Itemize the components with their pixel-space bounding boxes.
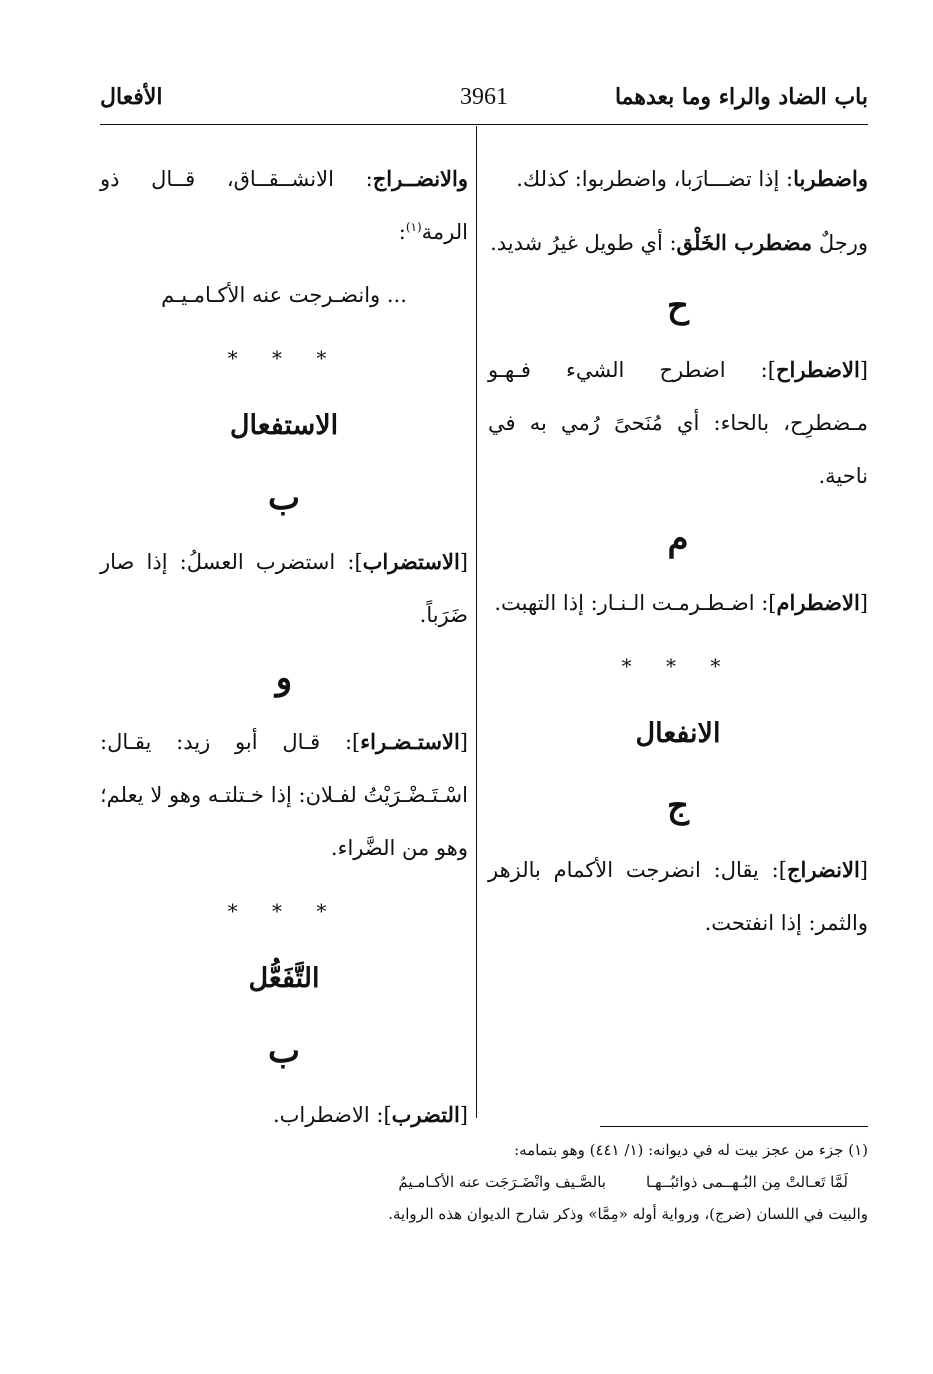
chapter-title: باب الضاد والراء وما بعدهما xyxy=(614,84,868,110)
letter-heading-ba: ب xyxy=(267,478,300,518)
entry-tadarrub: [التضرب]: الاضطراب. xyxy=(272,1102,468,1127)
section-title-infial: الانفعال xyxy=(635,718,721,749)
footnote-ref: (١) xyxy=(405,220,422,234)
page-number: 3961 xyxy=(460,84,508,110)
left-column xyxy=(100,152,468,1152)
entry-istidrab: [الاستضراب]: استضرب العسلُ: إذا صار ضَرَباً. xyxy=(100,549,468,627)
section-title-istifal: الاستفعال xyxy=(229,410,339,441)
entry-indiraj: [الانضراج]: يقال: انضرجت الأكمام بالزهر والثمر: إذا انفتحت. xyxy=(488,857,868,935)
entry-idtaraba: واضطربا: إذا تضـــارَبا، واضطربوا: كذلك. xyxy=(516,166,868,191)
section-separator: * * * xyxy=(227,346,341,370)
verse-second-hemistich: بالصَّـيف وانْضَـرَجَت عنه الأكـامـيمُ xyxy=(398,1173,606,1191)
footnote-verse xyxy=(100,1166,868,1198)
verse-quote: ... وانضـرجت عنه الأكـامـيـم xyxy=(161,283,407,307)
entry-idtiram: [الاضطرام]: اضـطـرمـت الـنـار: إذا التهبت. xyxy=(494,590,868,615)
column-divider xyxy=(476,126,477,1118)
footnote-source: والبيت في اللسان (ضرج)، ورواية أوله «مِمَّا» وذكر شارح الديوان هذه الرواية. xyxy=(388,1205,868,1223)
header-rule xyxy=(100,124,868,125)
letter-heading-ha: ح xyxy=(667,286,689,326)
letter-heading-mim: م xyxy=(667,519,689,559)
section-title-tafaul: التَّفَعُّل xyxy=(248,963,320,994)
section-running-title: الأفعال xyxy=(100,84,163,110)
section-separator: * * * xyxy=(227,899,341,923)
page-header xyxy=(100,84,868,124)
letter-heading-ba: ب xyxy=(267,1031,300,1071)
entry-mudtarib-alkhalq: ورجلٌ مضطرب الخَلْق: أي طويل غيرُ شديد. xyxy=(490,230,868,255)
entry-idtirah: [الاضطراح]: اضطرح الشيء فـهـو مـضطرِح، بالحاء: أي مُنَحىً رُمي به في ناحية. xyxy=(488,357,868,488)
entry-istidra: [الاستـضـراء]: قـال أبو زيد: يقـال: اسْـتَـضْـرَيْتُ لفـلان: إذا خـتلتـه وهو لا يعلم؛ وهو من الضَّراء. xyxy=(100,729,468,860)
letter-heading-waw: و xyxy=(275,658,293,698)
footnote-rule xyxy=(600,1126,868,1127)
right-column xyxy=(488,152,868,960)
section-separator: * * * xyxy=(621,654,735,678)
footnote-1: (١) جزء من عجز بيت له في ديوانه: (١/ ٤٤١) وهو بتمامه: xyxy=(514,1141,868,1159)
footnotes xyxy=(100,1134,868,1230)
entry-indiraj-shiqaq: والانضــراج: الانشــقــاق، قــال ذو الرمة$^{(١)}$: xyxy=(100,166,468,244)
letter-heading-jim: ج xyxy=(667,786,689,826)
verse-first-hemistich: لَمَّا تَعـالتْ مِن البُـهــمى ذوائبُــهـا xyxy=(645,1173,848,1191)
